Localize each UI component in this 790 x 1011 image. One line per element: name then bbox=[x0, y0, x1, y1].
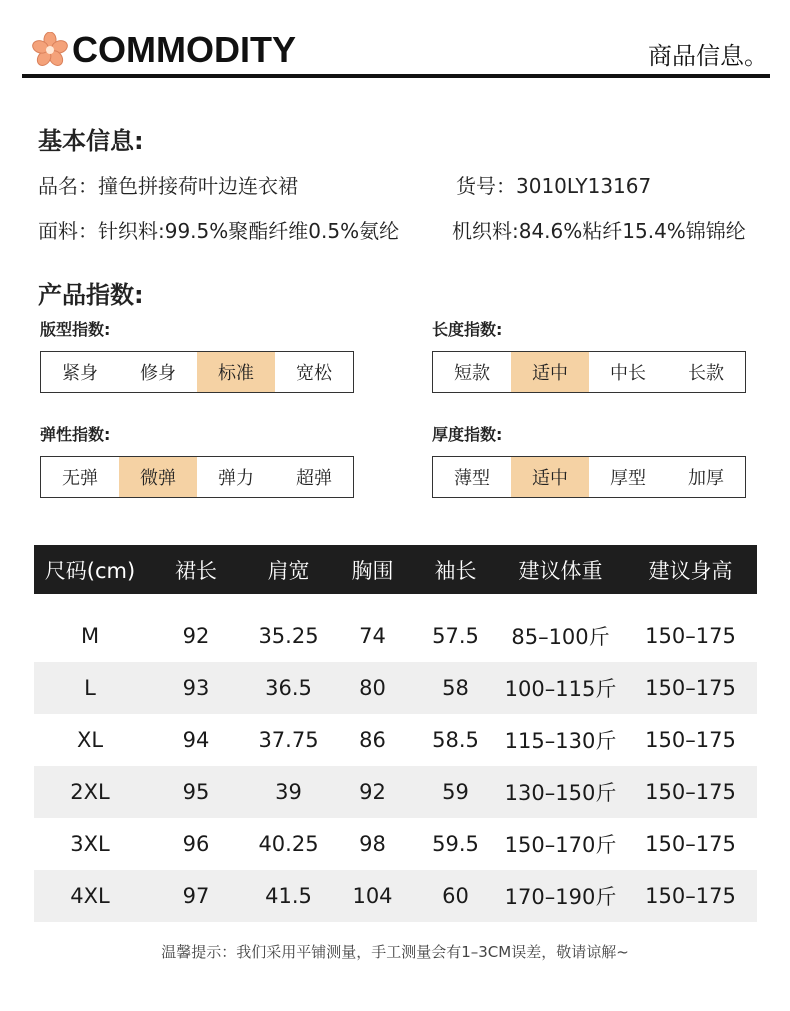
cell-height: 150–175 bbox=[645, 728, 736, 752]
cell-bust: 80 bbox=[331, 662, 414, 714]
brand-title: COMMODITY bbox=[72, 29, 296, 70]
cell-dress-length: 96 bbox=[182, 832, 210, 856]
cell-bust: 98 bbox=[359, 832, 386, 856]
cell-height: 150–175 bbox=[624, 870, 757, 922]
cell-size: L bbox=[34, 662, 146, 714]
elasticity-option: 微弹 bbox=[119, 457, 197, 497]
length-index-scale bbox=[432, 351, 746, 393]
thickness-option: 厚型 bbox=[610, 468, 646, 489]
cell-sleeve: 59.5 bbox=[432, 832, 479, 856]
cell-shoulder: 37.75 bbox=[258, 728, 319, 752]
elasticity-option: 无弹 bbox=[62, 468, 98, 489]
column-header-dress-length: 裙长 bbox=[146, 545, 246, 594]
cell-height: 150–175 bbox=[624, 662, 757, 714]
elasticity-option: 弹力 bbox=[218, 468, 254, 489]
fabric-label: 面料： bbox=[38, 219, 98, 243]
size-chart-table bbox=[34, 545, 757, 922]
table-spacer bbox=[34, 594, 757, 610]
fit-index-scale bbox=[40, 351, 354, 393]
elasticity-option: 超弹 bbox=[296, 468, 332, 489]
cell-dress-length: 93 bbox=[146, 662, 246, 714]
cell-size: 2XL bbox=[34, 766, 146, 818]
cell-dress-length: 92 bbox=[182, 624, 210, 648]
length-option: 中长 bbox=[610, 363, 646, 384]
cell-weight: 150–170斤 bbox=[504, 833, 617, 857]
cell-bust: 92 bbox=[331, 766, 414, 818]
cell-shoulder: 36.5 bbox=[246, 662, 331, 714]
table-row bbox=[34, 766, 757, 818]
cell-shoulder: 35.25 bbox=[258, 624, 319, 648]
cell-dress-length: 95 bbox=[146, 766, 246, 818]
product-name-value: 撞色拼接荷叶边连衣裙 bbox=[98, 174, 298, 198]
product-name-line bbox=[38, 170, 298, 199]
length-option: 适中 bbox=[511, 352, 589, 392]
cell-weight: 130–150斤 bbox=[497, 766, 624, 818]
sku-line bbox=[456, 170, 651, 199]
column-header-height: 建议身高 bbox=[624, 545, 757, 594]
cell-dress-length: 94 bbox=[182, 728, 210, 752]
fit-option: 紧身 bbox=[62, 363, 98, 384]
header-divider bbox=[22, 74, 770, 78]
fit-option: 标准 bbox=[197, 352, 275, 392]
fabric-knit-value: 针织料:99.5%聚酯纤维0.5%氨纶 bbox=[98, 219, 400, 243]
fit-option: 宽松 bbox=[296, 363, 332, 384]
column-header-weight: 建议体重 bbox=[497, 545, 624, 594]
cell-size: 4XL bbox=[34, 870, 146, 922]
cell-sleeve: 58 bbox=[414, 662, 497, 714]
cell-dress-length: 97 bbox=[146, 870, 246, 922]
column-header-bust: 胸围 bbox=[331, 545, 414, 594]
thickness-index-scale bbox=[432, 456, 746, 498]
cell-height: 150–175 bbox=[645, 624, 736, 648]
cell-size: M bbox=[80, 624, 100, 648]
cell-bust: 86 bbox=[359, 728, 386, 752]
cell-sleeve: 58.5 bbox=[432, 728, 479, 752]
elasticity-index-label: 弹性指数: bbox=[40, 425, 111, 444]
length-index-label: 长度指数: bbox=[432, 320, 503, 339]
cell-size: 3XL bbox=[70, 832, 110, 856]
cell-shoulder: 39 bbox=[246, 766, 331, 818]
table-row bbox=[34, 818, 757, 870]
cell-sleeve: 59 bbox=[414, 766, 497, 818]
cell-bust: 74 bbox=[359, 624, 386, 648]
table-row bbox=[34, 662, 757, 714]
basic-info-title: 基本信息: bbox=[38, 127, 144, 155]
section-label: 商品信息。 bbox=[648, 42, 768, 70]
fit-index-label: 版型指数: bbox=[40, 320, 111, 339]
cell-bust: 104 bbox=[331, 870, 414, 922]
fabric-line bbox=[38, 215, 399, 244]
flower-logo-icon bbox=[32, 32, 68, 68]
column-header-sleeve: 袖长 bbox=[414, 545, 497, 594]
column-header-size: 尺码(cm) bbox=[34, 545, 146, 594]
fit-option: 修身 bbox=[140, 363, 176, 384]
cell-sleeve: 60 bbox=[414, 870, 497, 922]
cell-height: 150–175 bbox=[624, 766, 757, 818]
thickness-index-label: 厚度指数: bbox=[432, 425, 503, 444]
cell-weight: 115–130斤 bbox=[504, 729, 617, 753]
length-option: 长款 bbox=[688, 363, 724, 384]
cell-weight: 170–190斤 bbox=[497, 870, 624, 922]
header bbox=[0, 0, 790, 80]
cell-shoulder: 41.5 bbox=[246, 870, 331, 922]
length-option: 短款 bbox=[454, 363, 490, 384]
sku-value: 3010LY13167 bbox=[516, 174, 652, 198]
cell-sleeve: 57.5 bbox=[432, 624, 479, 648]
elasticity-index-scale bbox=[40, 456, 354, 498]
fabric-woven-line bbox=[452, 215, 746, 244]
fabric-woven-value: 机织料:84.6%粘纤15.4%锦锦纶 bbox=[452, 219, 746, 243]
cell-weight: 85–100斤 bbox=[511, 625, 610, 649]
table-row bbox=[34, 610, 757, 662]
cell-size: XL bbox=[76, 728, 104, 752]
table-header-row bbox=[34, 545, 757, 594]
sku-label: 货号： bbox=[456, 174, 516, 198]
cell-height: 150–175 bbox=[645, 832, 736, 856]
column-header-shoulder: 肩宽 bbox=[246, 545, 331, 594]
table-row bbox=[34, 714, 757, 766]
product-name-label: 品名： bbox=[38, 174, 98, 198]
thickness-option: 加厚 bbox=[688, 468, 724, 489]
table-row bbox=[34, 870, 757, 922]
thickness-option: 薄型 bbox=[454, 468, 490, 489]
cell-weight: 100–115斤 bbox=[497, 662, 624, 714]
product-index-title: 产品指数: bbox=[38, 281, 144, 309]
measurement-note: 温馨提示：我们采用平铺测量，手工测量会有1–3CM误差，敬请谅解~ bbox=[161, 943, 629, 961]
thickness-option: 适中 bbox=[511, 457, 589, 497]
cell-shoulder: 40.25 bbox=[258, 832, 319, 856]
